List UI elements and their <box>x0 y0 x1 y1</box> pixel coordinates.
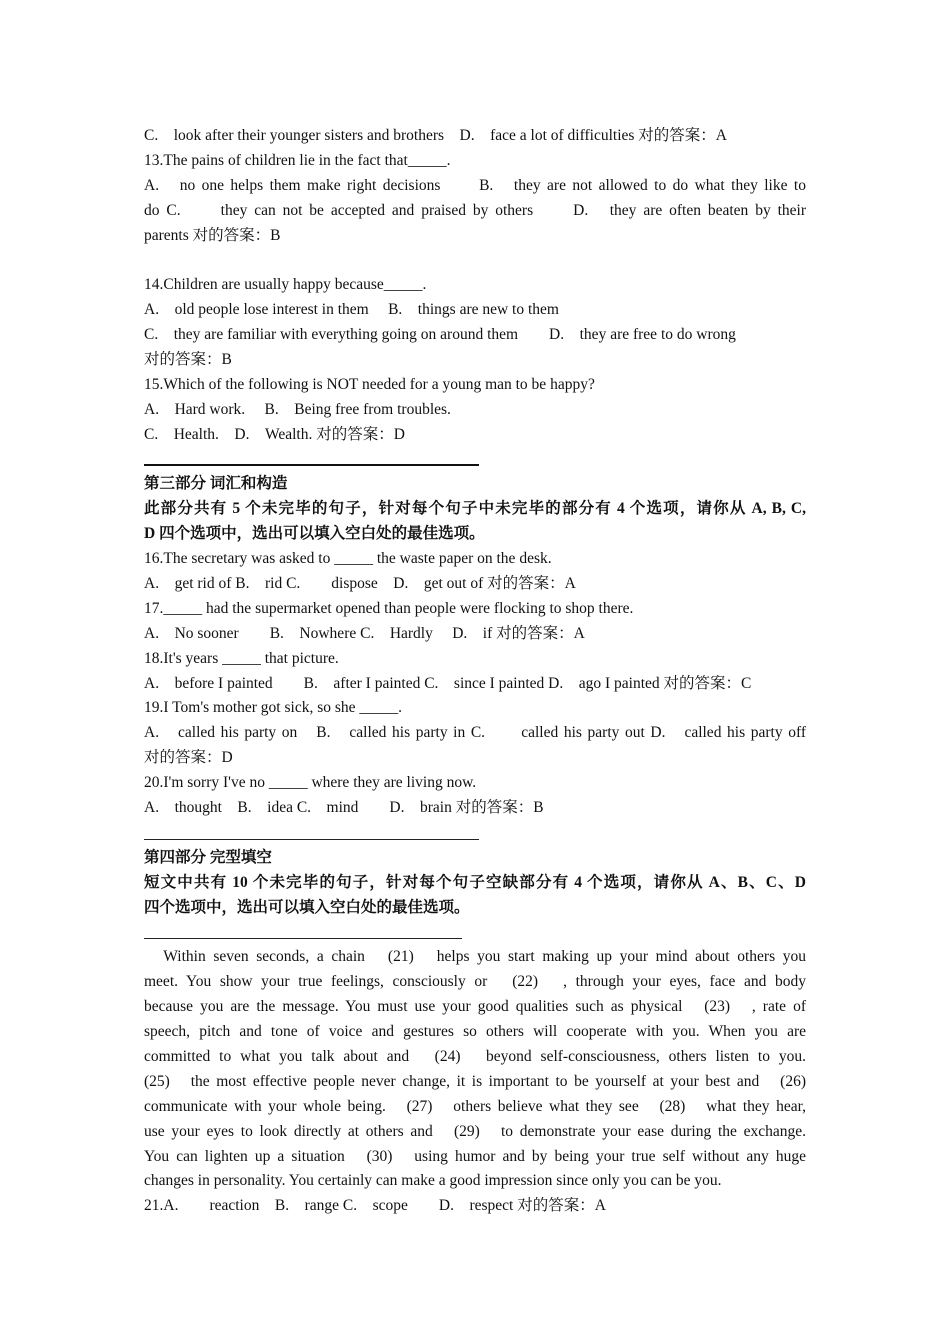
question-13: 13.The pains of children lie in the fact that_____. <box>144 151 451 169</box>
passage-line: You can lighten up a situation (30) using humor and by being your true self without any huge <box>144 1147 806 1165</box>
passage-line: Within seven seconds, a chain (21) helps you start making up your mind about others you <box>144 948 806 966</box>
question-19: 19.I Tom's mother got sick, so she _____. <box>144 699 403 717</box>
question-20: 20.I'm sorry I've no _____ where they are living now. <box>144 774 477 792</box>
passage-line: meet. You show your true feelings, consciously or (22) , through your eyes, face and body <box>144 973 806 991</box>
part3-instructions-cont: D 四个选项中，选出可以填入空白处的最佳选项。 <box>144 525 485 543</box>
section-divider <box>144 448 806 473</box>
part4-instructions-cont: 四个选项中，选出可以填入空白处的最佳选项。 <box>144 898 470 916</box>
spacer <box>144 248 806 273</box>
question-block-12-13 <box>144 124 806 248</box>
question-15: 15.Which of the following is NOT needed for a young man to be happy? <box>144 375 595 393</box>
text-line: A. called his party on B. called his party in C. called his party out D. called his party off <box>144 724 806 742</box>
text-line: C. Health. D. Wealth. 对的答案：D <box>144 425 405 443</box>
text-line: C. look after their younger sisters and brothers D. face a lot of difficulties 对的答案：A <box>144 127 727 144</box>
text-line: A. no one helps them make right decisions B. they are not allowed to do what they like to <box>144 176 806 194</box>
question-17: 17._____ had the supermarket opened than people were flocking to shop there. <box>144 599 634 617</box>
part3-instructions: 此部分共有 5 个未完毕的句子，针对每个句子中未完毕的部分有 4 个选项，请你从 A, B, C, <box>144 500 806 518</box>
text-line: A. No sooner B. Nowhere C. Hardly D. if 对的答案：A <box>144 624 585 642</box>
question-14: 14.Children are usually happy because_____. <box>144 276 427 294</box>
passage-line: changes in personality. You certainly can make a good impression since only you can be you. <box>144 1172 722 1190</box>
passage-line: use your eyes to look directly at others and (29) to demonstrate your ease during the exchange. <box>144 1122 806 1140</box>
question-block-16-20 <box>144 547 806 821</box>
document-page <box>144 124 806 1219</box>
passage-line: committed to what you talk about and (24) beyond self-consciousness, others listen to you. <box>144 1047 806 1065</box>
answer-14: 对的答案：B <box>144 351 232 369</box>
text-line: A. old people lose interest in them B. things are new to them <box>144 301 559 319</box>
text-line: C. they are familiar with everything going on around them D. they are free to do wrong <box>144 326 736 344</box>
part3-header <box>144 472 806 547</box>
answer-19: 对的答案：D <box>144 749 233 767</box>
part4-header <box>144 846 806 921</box>
section-divider <box>144 821 806 846</box>
question-16: 16.The secretary was asked to _____ the waste paper on the desk. <box>144 550 552 568</box>
passage-line: because you are the message. You must use your good qualities such as physical (23) , rate of <box>144 998 806 1016</box>
part4-instructions: 短文中共有 10 个未完毕的句子，针对每个句子空缺部分有 4 个选项，请你从 A、B、C、D <box>144 873 806 891</box>
part3-title: 第三部分 词汇和构造 <box>144 475 288 493</box>
passage-line: speech, pitch and tone of voice and gestures so others will cooperate with you. When you are <box>144 1023 806 1041</box>
text-line: A. before I painted B. after I painted C. since I painted D. ago I painted 对的答案：C <box>144 674 752 692</box>
passage-divider <box>144 921 806 946</box>
text-line: A. get rid of B. rid C. dispose D. get out of 对的答案：A <box>144 575 576 593</box>
question-block-14-15 <box>144 273 806 447</box>
passage-line: (25) the most effective people never change, it is important to be yourself at your best and (26) <box>144 1072 806 1090</box>
question-21: 21.A. reaction B. range C. scope D. respect 对的答案：A <box>144 1197 606 1215</box>
text-line: do C. they can not be accepted and praised by others D. they are often beaten by their <box>144 201 806 219</box>
question-18: 18.It's years _____ that picture. <box>144 649 339 667</box>
passage-line: communicate with your whole being. (27) others believe what they see (28) what they hear, <box>144 1097 806 1115</box>
answer-13: parents 对的答案：B <box>144 226 281 244</box>
cloze-passage <box>144 945 806 1194</box>
part4-title: 第四部分 完型填空 <box>144 848 272 866</box>
text-line: A. thought B. idea C. mind D. brain 对的答案：B <box>144 799 544 817</box>
text-line: A. Hard work. B. Being free from troubles. <box>144 400 451 418</box>
